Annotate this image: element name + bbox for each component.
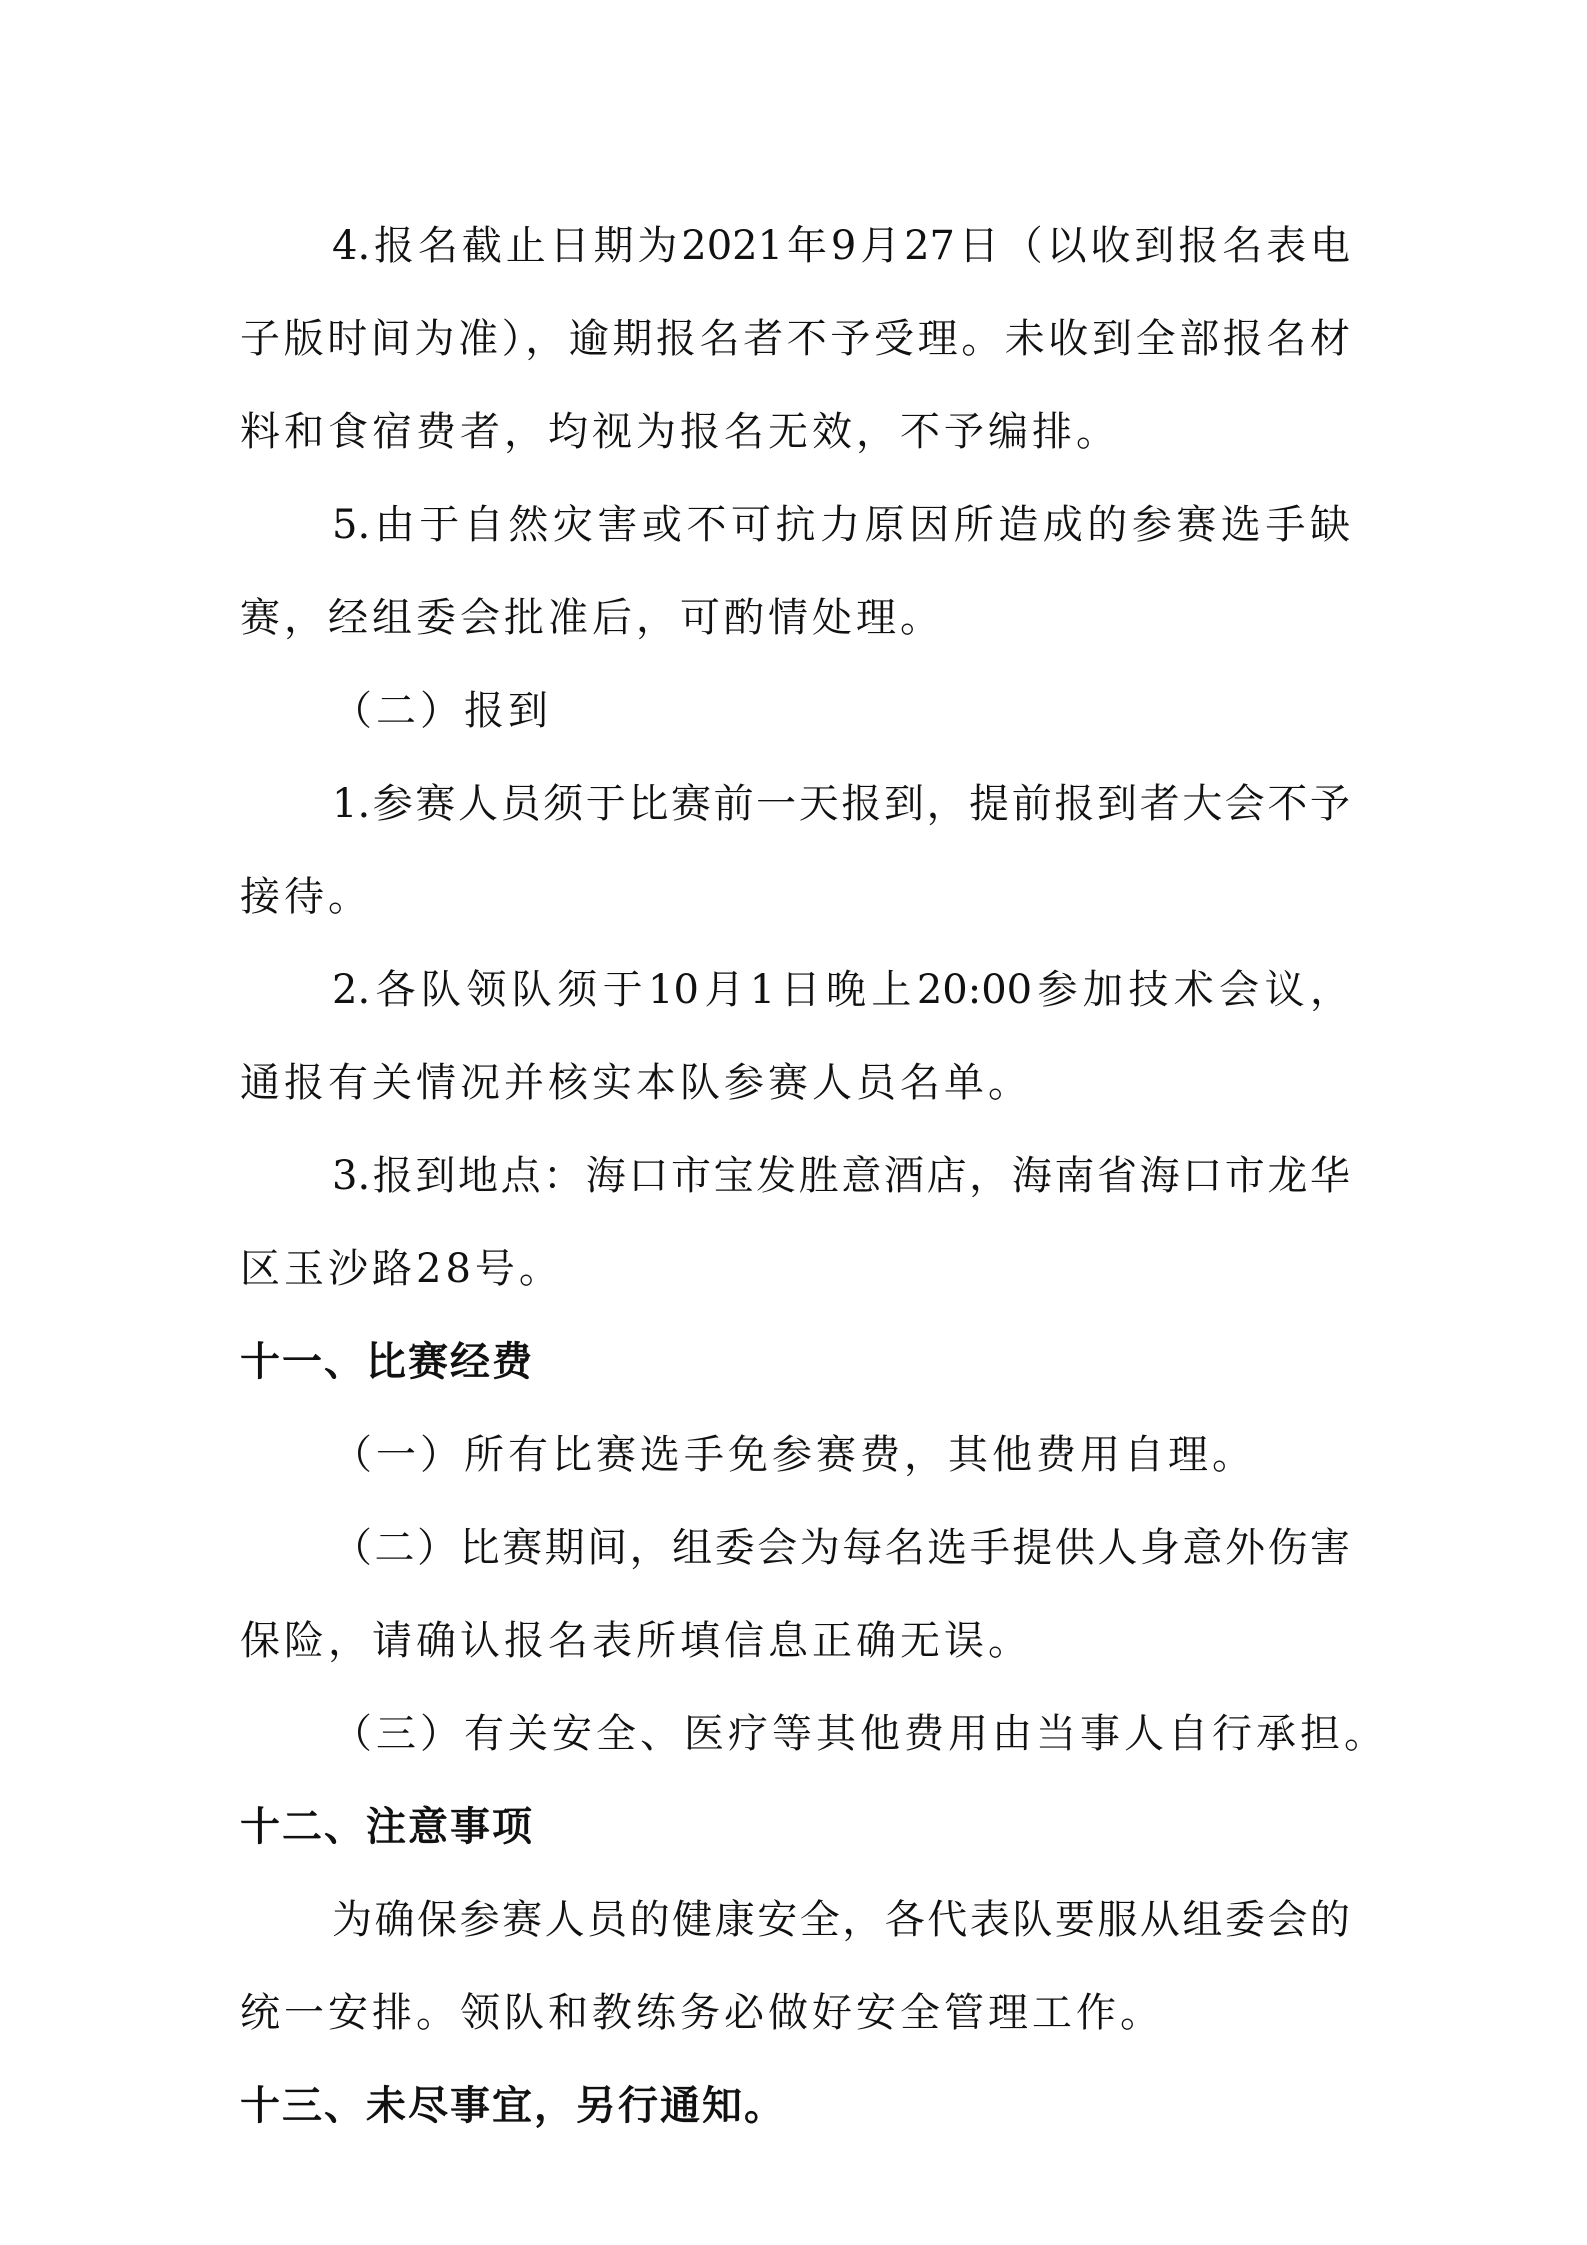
subheading-line: （三）有关安全、医疗等其他费用由当事人自行承担。	[332, 1711, 1388, 1757]
paragraph-line: 赛，经组委会批准后，可酌情处理。	[240, 595, 944, 641]
paragraph-line: 4.报名截止日期为2021年9月27日（以收到报名表电	[332, 223, 1350, 269]
section-heading: 十二、注意事项	[240, 1804, 534, 1850]
subheading-line: （一）所有比赛选手免参赛费，其他费用自理。	[332, 1432, 1256, 1478]
paragraph-line: 5.由于自然灾害或不可抗力原因所造成的参赛选手缺	[332, 502, 1350, 548]
paragraph-line: 料和食宿费者，均视为报名无效，不予编排。	[240, 409, 1120, 455]
paragraph-line: 3.报到地点：海口市宝发胜意酒店，海南省海口市龙华	[332, 1153, 1350, 1199]
document-body	[240, 200, 1388, 2153]
paragraph-line: 统一安排。领队和教练务必做好安全管理工作。	[240, 1990, 1164, 2036]
section-heading: 十一、比赛经费	[240, 1339, 534, 1385]
subheading-line: （二）报到	[332, 688, 552, 734]
paragraph-line: 区玉沙路28号。	[240, 1246, 563, 1292]
paragraph-line: （二）比赛期间，组委会为每名选手提供人身意外伤害	[332, 1525, 1350, 1571]
paragraph-line: 2.各队领队须于10月1日晚上20:00参加技术会议，	[332, 967, 1350, 1013]
paragraph-line: 1.参赛人员须于比赛前一天报到，提前报到者大会不予	[332, 781, 1350, 827]
paragraph-line: 为确保参赛人员的健康安全，各代表队要服从组委会的	[332, 1897, 1350, 1943]
paragraph-line: 通报有关情况并核实本队参赛人员名单。	[240, 1060, 1032, 1106]
paragraph-line: 保险，请确认报名表所填信息正确无误。	[240, 1618, 1032, 1664]
section-heading: 十三、未尽事宜，另行通知。	[240, 2083, 786, 2129]
paragraph-line: 接待。	[240, 874, 372, 920]
paragraph-line: 子版时间为准），逾期报名者不予受理。未收到全部报名材	[240, 316, 1350, 362]
